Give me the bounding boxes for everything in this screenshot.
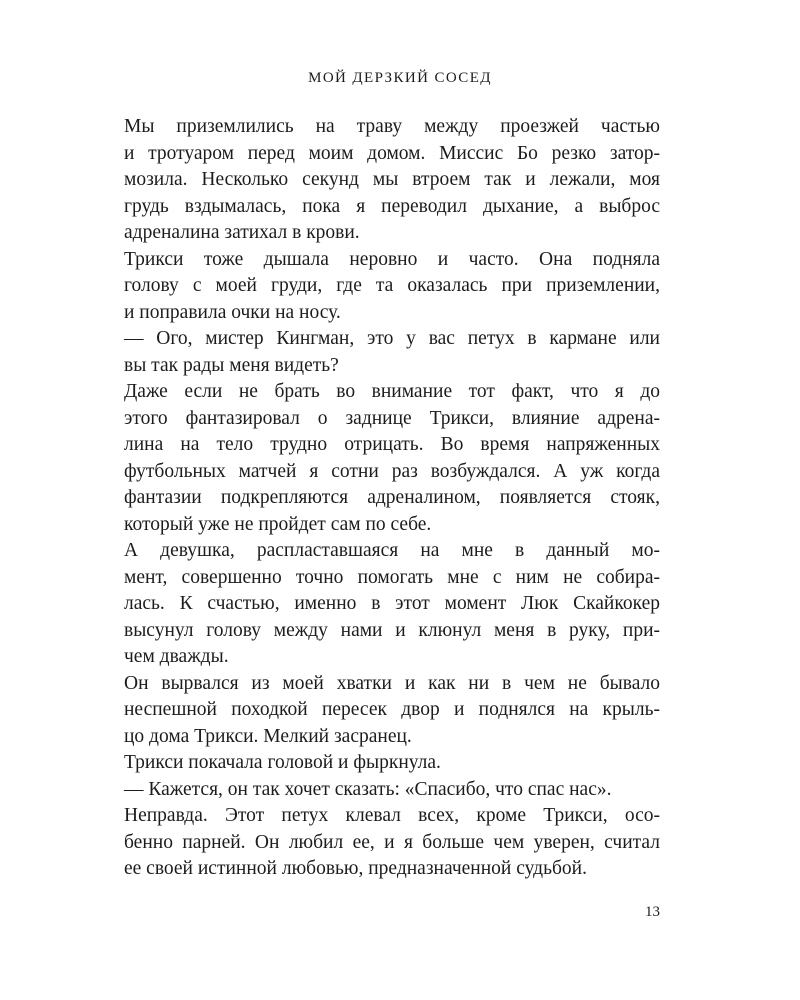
text-line: А девушка, распластавшаяся на мне в данный мо- <box>124 540 660 561</box>
text-line: бенно парней. Он любил ее, и я больше чем уверен, считал <box>124 831 660 853</box>
paragraph <box>124 538 660 671</box>
paragraph <box>124 750 660 777</box>
text-line: Он вырвался из моей хватки и как ни в чем не бывало <box>124 672 660 694</box>
text-line: футбольных матчей я сотни раз возбуждался. А уж когда <box>124 460 660 482</box>
text-line: Трикси тоже дышала неровно и часто. Она подняла <box>124 248 660 270</box>
text-line: и тротуаром перед моим домом. Миссис Бо резко затор- <box>124 142 660 164</box>
text-line: ее своей истинной любовью, предназначенной судьбой. <box>124 858 587 879</box>
text-line: этого фантазировал о заднице Трикси, влияние адрена- <box>124 407 660 429</box>
page-body <box>124 114 660 883</box>
text-line: чем дважды. <box>124 646 229 667</box>
page-number: 13 <box>645 904 660 920</box>
text-line: и поправила очки на носу. <box>124 301 341 323</box>
text-line: неспешной походкой пересек двор и поднялся на крыль- <box>124 699 660 720</box>
dialogue-paragraph <box>124 777 660 804</box>
text-line: фантазии подкрепляются адреналином, появляется стояк, <box>124 487 660 508</box>
text-line: грудь вздымалась, пока я переводил дыхание, а выброс <box>124 195 660 217</box>
paragraph <box>124 803 660 883</box>
text-line: высунул голову между нами и клюнул меня в руку, при- <box>124 619 660 641</box>
text-line: голову с моей груди, где та оказалась при приземлении, <box>124 275 660 296</box>
text-line: который уже не пройдет сам по себе. <box>124 513 432 535</box>
text-line: — Ого, мистер Кингман, это у вас петух в кармане или <box>124 328 660 349</box>
paragraph <box>124 114 660 247</box>
text-line: Трикси покачала головой и фыркнула. <box>124 752 441 773</box>
text-line: цо дома Трикси. Мелкий засранец. <box>124 725 412 747</box>
paragraph <box>124 671 660 751</box>
paragraph <box>124 379 660 538</box>
text-line: мозила. Несколько секунд мы втроем так и лежали, моя <box>124 169 660 190</box>
text-line: Даже если не брать во внимание тот факт, что я до <box>124 381 660 402</box>
text-line: Мы приземлились на траву между проезжей частью <box>124 116 660 137</box>
text-line: лина на тело трудно отрицать. Во время напряженных <box>124 434 660 455</box>
text-line: мент, совершенно точно помогать мне с ним не собира- <box>124 566 660 588</box>
text-line: Неправда. Этот петух клевал всех, кроме Трикси, осо- <box>124 805 660 826</box>
text-line: адреналина затихал в крови. <box>124 222 360 243</box>
dialogue-paragraph <box>124 326 660 379</box>
text-line: вы так рады меня видеть? <box>124 354 339 376</box>
paragraph <box>124 247 660 327</box>
text-line: лась. К счастью, именно в этот момент Люк Скайкокер <box>124 593 660 614</box>
running-head: МОЙ ДЕРЗКИЙ СОСЕД <box>308 70 492 86</box>
text-line: — Кажется, он так хочет сказать: «Спасибо, что спас нас». <box>124 778 612 800</box>
